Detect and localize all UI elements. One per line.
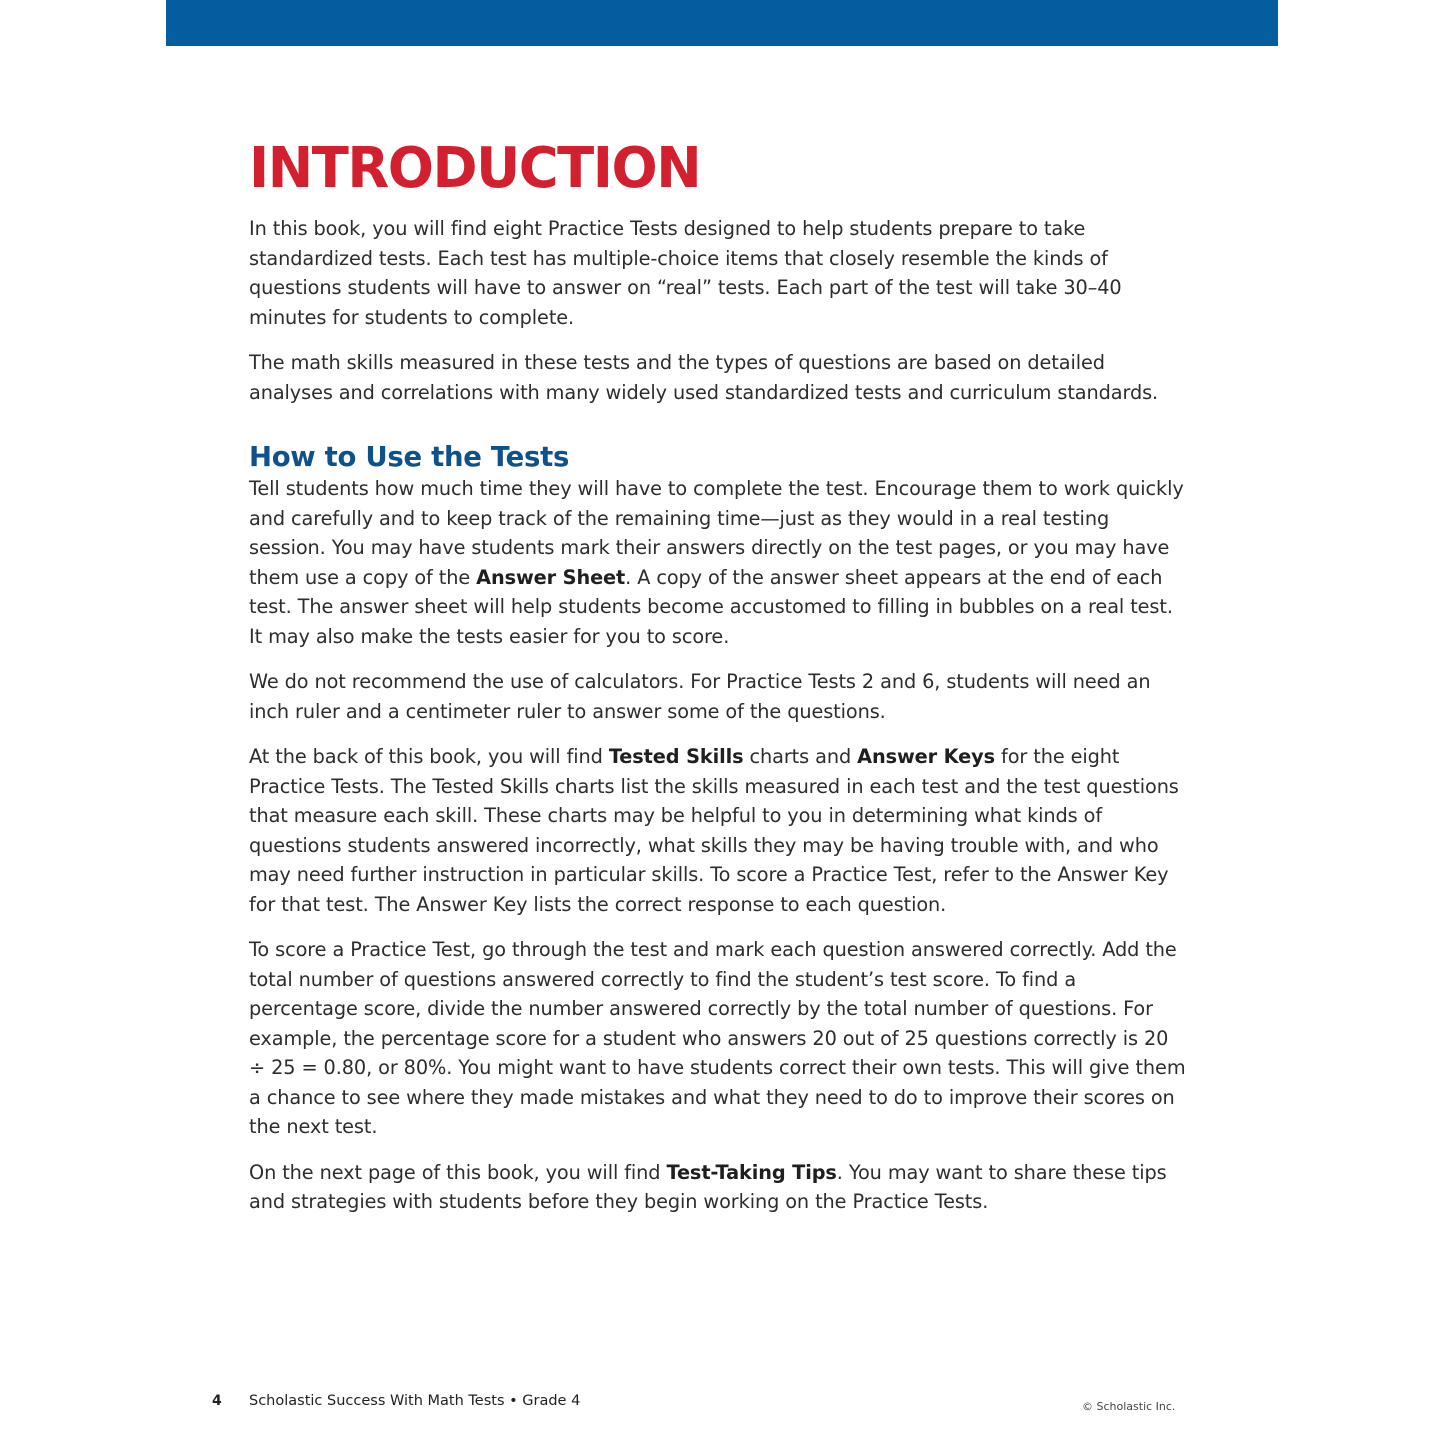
text-run: for the eight Practice Tests. The Tested Skills charts list the skills measured in each test and the test questions that measure each skill. These charts may be helpful to you in determining what kinds of questions students answered incorrectly, what skills they may be having trouble with, and who may need further instruction in particular skills. To score a Practice Test, refer to the Answer Key for that test. The Answer Key lists the correct response to each question.: [249, 745, 1179, 916]
answer-sheet-term: Answer Sheet: [476, 565, 626, 589]
section-paragraph-2: We do not recommend the use of calculators. For Practice Tests 2 and 6, students will need an inch ruler and a centimeter ruler to answer some of the questions.: [249, 670, 1151, 723]
page-content: [249, 138, 1189, 1217]
header-bar: [166, 0, 1278, 46]
answer-keys-term: Answer Keys: [857, 745, 995, 768]
text-run: . You may want to share these tips and strategies with students before they begin working on the Practice Tests.: [249, 1160, 1167, 1213]
section-paragraph-4: To score a Practice Test, go through the test and mark each question answered correctly. Add the total number of questions answered correctly to find the student’s test score. To find a percentage score, divide the number answered correctly by the total number of questions. For example, the percentage score for a student who answers 20 out of 25 questions correctly is 20 ÷ 25 = 0.80, or 80%. You might want to have students correct their own tests. This will give them a chance to see where they made mistakes and what they need to do to improve their scores on the next test.: [249, 938, 1186, 1138]
intro-paragraph-2: The math skills measured in these tests and the types of questions are based on detailed analyses and correlations with many widely used standardized tests and curriculum standards.: [249, 351, 1159, 404]
test-taking-tips-term: Test-Taking Tips: [666, 1160, 837, 1184]
text-run: On the next page of this book, you will find: [249, 1160, 667, 1184]
section-heading: How to Use the Tests: [249, 441, 570, 473]
footer-copyright: © Scholastic Inc.: [1082, 1400, 1176, 1413]
section-paragraph-3: [249, 742, 1189, 919]
text-run: Tell students how much time they will have to complete the test. Encourage them to work quickly and carefully and to keep track of the remaining time—just as they would in a real testing session. You may have students mark their answers directly on the test pages, or you may have them use a copy of the: [249, 477, 1184, 589]
text-run: . A copy of the answer sheet appears at the end of each test. The answer sheet will help students become accustomed to filling in bubbles on a real test. It may also make the tests easier for you to score.: [249, 565, 1173, 648]
section-paragraph-5: [249, 1158, 1189, 1217]
tested-skills-term: Tested Skills: [608, 745, 744, 768]
intro-paragraph-1: In this book, you will find eight Practice Tests designed to help students prepare to take standardized tests. Each test has multiple-choice items that closely resemble the kinds of questions students will have to answer on “real” tests. Each part of the test will take 30–40 minutes for students to complete.: [249, 217, 1122, 329]
footer-book-title: Scholastic Success With Math Tests • Grade 4: [249, 1393, 581, 1409]
section-paragraph-1: [249, 474, 1189, 651]
text-run: charts and: [743, 745, 858, 768]
text-run: At the back of this book, you will find: [249, 745, 609, 768]
page-number: 4: [212, 1393, 222, 1409]
page-title: INTRODUCTION: [249, 136, 701, 201]
